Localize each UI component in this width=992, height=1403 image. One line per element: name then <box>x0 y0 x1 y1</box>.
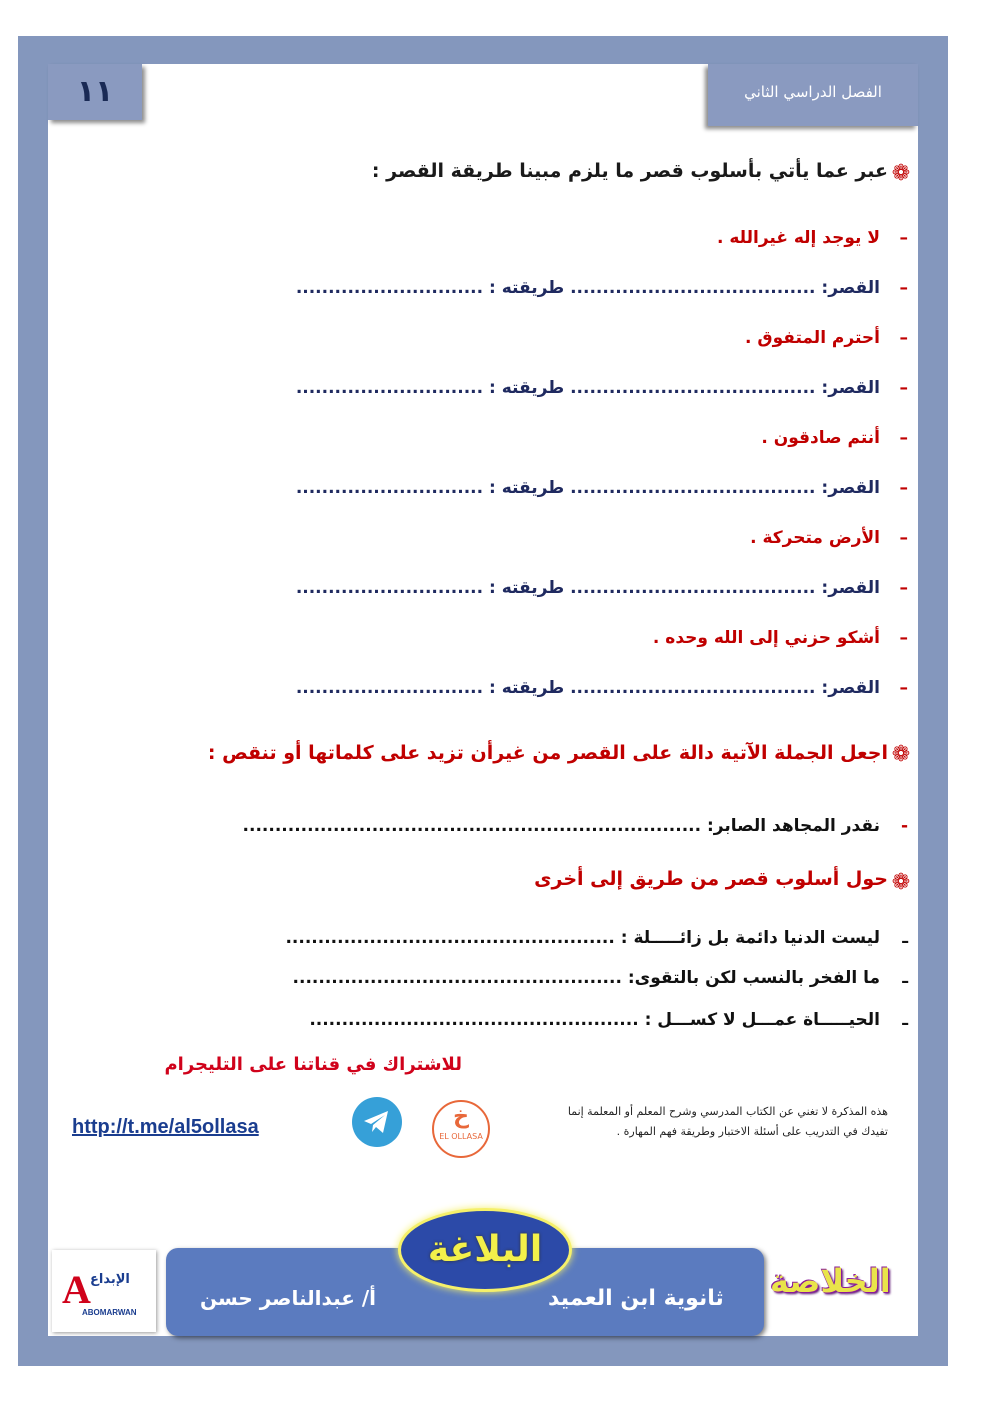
q1-sentence: – لا يوجد إله غيرالله . <box>716 228 908 248</box>
q1-sentence: – أنتم صادقون . <box>761 428 908 448</box>
brand-logo: الخلاصة <box>770 1262 891 1300</box>
q2-answer-line[interactable]: - نقدر المجاهد الصابر: ....................................................................... <box>242 816 908 836</box>
q3-heading-prefix: حول <box>845 868 888 890</box>
school-name: ثانوية ابن العميد <box>548 1286 724 1311</box>
q3-answer-line[interactable]: ـ ما الفخر بالنسب لكن بالتقوى: ................................................... <box>292 968 908 988</box>
subject-badge: البلاغة <box>398 1208 572 1292</box>
q3-heading <box>534 868 888 890</box>
q1-sentence: – أشكو حزني إلى الله وحده . <box>652 628 908 648</box>
flower-icon: ❁ <box>891 870 911 895</box>
q1-sentence: – الأرض متحركة . <box>750 528 908 548</box>
flower-icon: ❁ <box>891 742 911 767</box>
q2-heading: اجعل الجملة الآتية دالة على القصر من غيرأن تزيد على كلماتها أو تنقص : <box>207 742 888 764</box>
q1-answer-line[interactable]: – القصر: ...................................... طريقته : ............................. <box>295 278 908 298</box>
telegram-icon[interactable] <box>352 1097 402 1147</box>
page-number: ١١ <box>48 64 142 120</box>
q3-answer-line[interactable]: ـ الحيـــــاة عمـــل لا كســـل : ................................................... <box>309 1010 908 1030</box>
q1-answer-line[interactable]: – القصر: ...................................... طريقته : ............................. <box>295 478 908 498</box>
q1-heading: عبر عما يأتي بأسلوب قصر ما يلزم مبينا طريقة القصر : <box>371 160 888 182</box>
ellollasa-logo: خ EL OLLASA <box>432 1100 490 1158</box>
publisher-logo: A الإبداع ABOMARWAN <box>52 1250 156 1332</box>
q1-answer-line[interactable]: – القصر: ...................................... طريقته : ............................. <box>295 378 908 398</box>
telegram-subscribe-text: للاشتراك في قناتنا على التليجرام <box>164 1054 462 1075</box>
q3-heading-text: أسلوب قصر من طريق إلى أخرى <box>534 868 840 890</box>
flower-icon: ❁ <box>891 161 911 186</box>
q1-answer-line[interactable]: – القصر: ...................................... طريقته : ............................. <box>295 678 908 698</box>
semester-label: الفصل الدراسي الثاني <box>708 64 918 126</box>
q1-sentence: – أحترم المتفوق . <box>745 328 908 348</box>
disclaimer-note: هذه المذكرة لا تغني عن الكتاب المدرسي وشرح المعلم أو المعلمة إنما تفيدك في التدريب على أسئلة الاختبار وطريقة فهم المهارة . <box>567 1105 888 1138</box>
teacher-name: أ/ عبدالناصر حسن <box>200 1286 377 1310</box>
q3-answer-line[interactable]: ـ ليست الدنيا دائمة بل زائـــــلة : ................................................... <box>285 928 908 948</box>
q1-answer-line[interactable]: – القصر: ...................................... طريقته : ............................. <box>295 578 908 598</box>
telegram-link[interactable]: http://t.me/al5ollasa <box>72 1116 259 1138</box>
